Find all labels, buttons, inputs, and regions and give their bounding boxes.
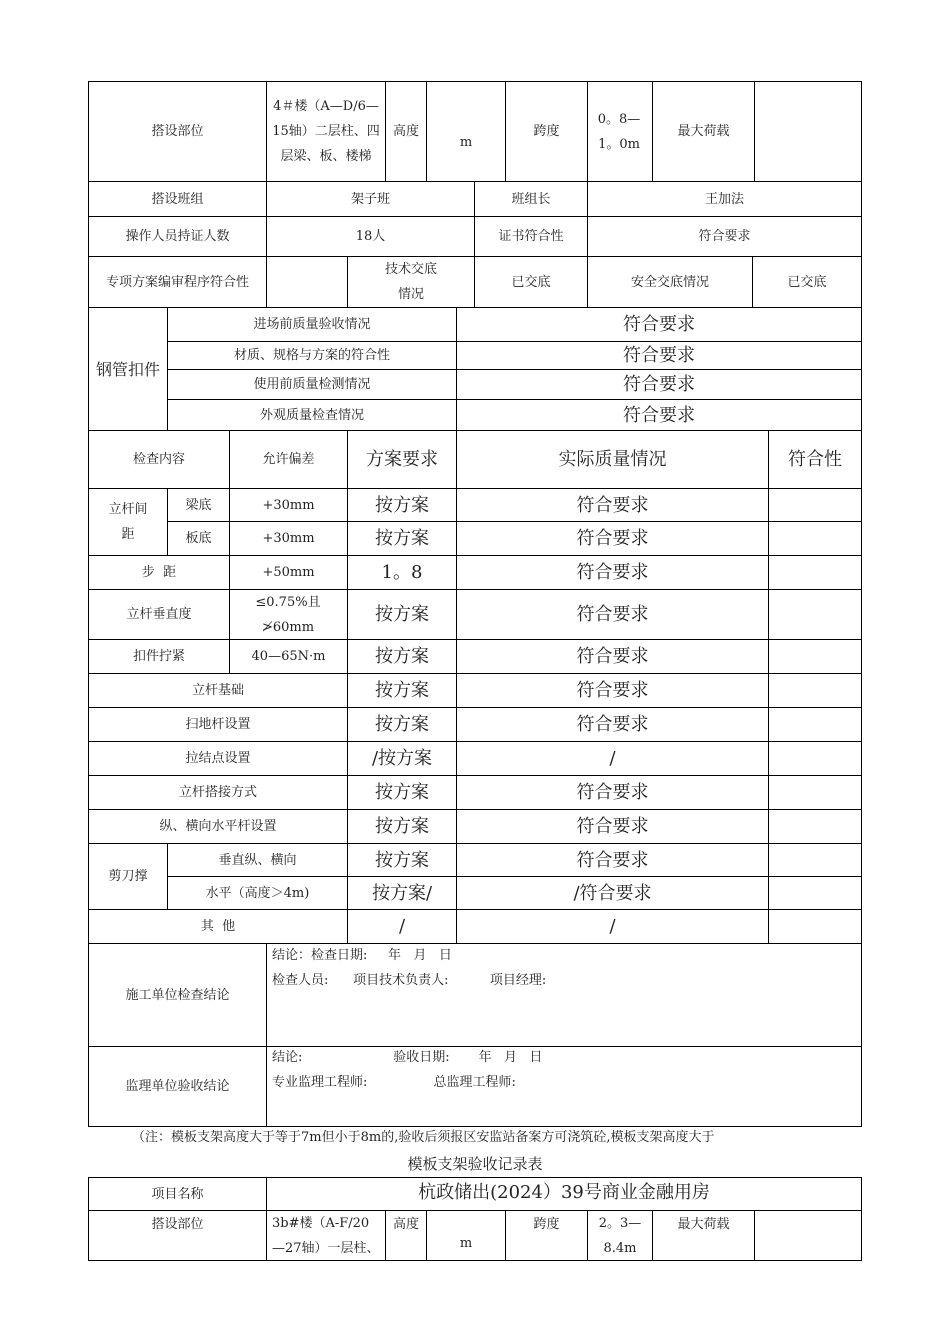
tolerance-header: 允许偏差 [262, 452, 315, 467]
form2-height-label: 高度 [392, 1216, 419, 1232]
actual-header: 实际质量情况 [558, 449, 667, 470]
note-text: （注：模板支架高度大于等于7m但小于8m的,验收后须报区安监站备案方可浇筑砼,模板支架高度大于 [132, 1130, 715, 1145]
supervision-conclusion-line: 结论: 验收日期: 年 月 日 [272, 1050, 543, 1065]
team-value: 架子班 [350, 191, 390, 207]
steel-row-value: 符合要求 [623, 374, 695, 395]
form2-max-load-label: 最大荷载 [677, 1216, 730, 1232]
fastener-label: 扣件拧紧 [132, 649, 185, 664]
brace-horizontal-actual: /符合要求 [573, 882, 652, 904]
check-content-header: 检查内容 [132, 452, 185, 467]
fastener-actual: 符合要求 [576, 646, 649, 667]
cert-value: 符合要求 [698, 229, 751, 244]
slab-bottom-actual: 符合要求 [576, 528, 649, 549]
brace-vertical-plan: 按方案 [375, 849, 429, 871]
tech-briefing-label: 技术交底情况 [384, 262, 437, 302]
project-name-label: 项目名称 [151, 1186, 204, 1202]
conform-header: 符合性 [788, 449, 842, 470]
steel-group-label: 钢管扣件 [95, 359, 160, 379]
slab-bottom-label: 板底 [185, 531, 212, 546]
brace-vertical-label: 垂直纵、横向 [218, 852, 297, 868]
steel-row-label: 外观质量检查情况 [259, 407, 364, 423]
foundation-actual: 符合要求 [576, 680, 649, 701]
fastener-plan: 按方案 [375, 646, 429, 667]
leader-value: 王加法 [704, 191, 744, 207]
other-actual: / [609, 916, 616, 937]
brace-horizontal-plan: 按方案/ [371, 882, 433, 904]
steel-row-label: 材质、规格与方案的符合性 [233, 348, 390, 363]
tech-briefing-value: 已交底 [511, 274, 551, 290]
other-label: 其 他 [200, 919, 236, 934]
span-value: 0。8—1。0m [597, 111, 641, 152]
sweep-plan: 按方案 [375, 714, 429, 735]
form2-location-value: 3b#楼（A-F/20—27轴）一层柱、 [272, 1216, 380, 1256]
fastener-tolerance: 40—65N·m [251, 649, 326, 664]
brace-horizontal-label: 水平（高度＞4m) [205, 885, 310, 901]
form2-title: 模板支架验收记录表 [407, 1154, 543, 1173]
location-label: 搭设部位 [151, 124, 204, 139]
form2-span-label: 跨度 [533, 1216, 560, 1232]
height-unit: m [459, 134, 473, 150]
foundation-label: 立杆基础 [191, 683, 244, 698]
horizontal-label: 纵、横向水平杆设置 [159, 819, 277, 834]
step-actual: 符合要求 [576, 562, 649, 583]
pole-spacing-label: 立杆间距 [108, 502, 148, 542]
sweep-label: 扫地杆设置 [185, 717, 251, 732]
beam-bottom-tolerance: +30mm [262, 497, 315, 513]
span-label: 跨度 [533, 124, 560, 139]
step-plan: 1。8 [381, 562, 423, 583]
verticality-label: 立杆垂直度 [126, 607, 192, 622]
steel-row-value: 符合要求 [623, 404, 695, 426]
operators-label: 操作人员持证人数 [125, 229, 230, 244]
tie-actual: / [609, 748, 616, 769]
verticality-tolerance: ≤0.75%且≯60mm [255, 594, 321, 635]
verticality-plan: 按方案 [375, 604, 429, 625]
supervision-conclusion-label: 监理单位验收结论 [125, 1079, 230, 1094]
plan-procedure-label: 专项方案编审程序符合性 [105, 274, 249, 290]
cert-label: 证书符合性 [498, 229, 564, 244]
construction-inspectors-line: 检查人员: 项目技术负责人: 项目经理: [272, 973, 547, 988]
horizontal-actual: 符合要求 [576, 816, 649, 837]
supervision-engineers-line: 专业监理工程师: 总监理工程师: [272, 1075, 516, 1090]
beam-bottom-plan: 按方案 [375, 494, 429, 516]
plan-header: 方案要求 [366, 449, 438, 470]
brace-label: 剪刀撑 [108, 869, 148, 884]
step-tolerance: +50mm [262, 565, 315, 580]
slab-bottom-tolerance: +30mm [262, 531, 315, 546]
form2-location-label: 搭设部位 [151, 1216, 204, 1232]
joint-actual: 符合要求 [576, 782, 649, 803]
beam-bottom-actual: 符合要求 [576, 494, 649, 516]
team-label: 搭设班组 [151, 191, 204, 207]
form2-span-value: 2。3—8.4m [598, 1216, 642, 1256]
steel-row-label: 使用前质量检测情况 [253, 377, 371, 392]
foundation-plan: 按方案 [375, 680, 429, 701]
max-load-label: 最大荷载 [677, 124, 730, 139]
operators-value: 18人 [355, 229, 386, 244]
joint-label: 立杆搭接方式 [178, 785, 257, 800]
steel-row-value: 符合要求 [623, 314, 695, 335]
location-value: 4＃楼（A—D/6—15轴）二层柱、四层梁、板、楼梯 [272, 99, 380, 164]
beam-bottom-label: 梁底 [185, 497, 212, 513]
tie-label: 拉结点设置 [185, 751, 251, 766]
brace-vertical-actual: 符合要求 [576, 849, 649, 871]
form2-height-unit: m [459, 1235, 473, 1251]
construction-conclusion-line: 结论：检查日期: 年 月 日 [272, 948, 452, 963]
sweep-actual: 符合要求 [576, 714, 649, 735]
horizontal-plan: 按方案 [375, 816, 429, 837]
slab-bottom-plan: 按方案 [375, 528, 429, 549]
safety-briefing-value: 已交底 [787, 274, 827, 290]
steel-row-value: 符合要求 [623, 345, 695, 366]
other-plan: / [398, 916, 406, 937]
construction-conclusion-label: 施工单位检查结论 [125, 987, 230, 1003]
tie-plan: /按方案 [371, 748, 433, 769]
step-label: 步 距 [141, 565, 177, 580]
height-label: 高度 [392, 124, 419, 139]
steel-row-label: 进场前质量验收情况 [253, 317, 371, 332]
leader-label: 班组长 [511, 191, 551, 207]
safety-briefing-label: 安全交底情况 [630, 274, 709, 290]
project-name-value: 杭政储出(2024）39号商业金融用房 [418, 1181, 710, 1203]
verticality-actual: 符合要求 [576, 604, 649, 625]
joint-plan: 按方案 [375, 782, 429, 803]
